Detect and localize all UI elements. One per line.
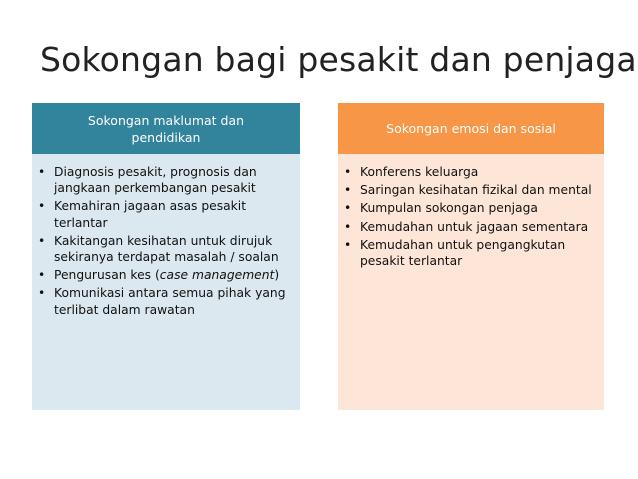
bullet-icon: • [344,237,352,252]
list-item-text: Komunikasi antara semua pihak yang terlibat dalam rawatan [54,286,286,317]
panel-header-emotional: Sokongan emosi dan sosial [338,103,604,154]
list-item-text: Saringan kesihatan fizikal dan mental [360,183,592,198]
list-item-text-before: Pengurusan kes ( [54,268,160,283]
bullet-icon: • [38,233,46,248]
bullet-icon: • [38,286,46,301]
bullet-icon: • [38,199,46,214]
bullet-icon: • [38,165,46,179]
list-item [344,164,596,180]
bullet-icon: • [344,201,352,216]
list-item [38,198,292,230]
list-item [38,164,292,196]
bullet-list-information [38,164,292,318]
bullet-icon: • [38,268,46,283]
list-item [344,237,596,269]
list-item [344,182,596,198]
list-item [38,285,292,317]
panel-information-education [32,103,300,410]
panel-emotional-social [338,103,604,410]
list-item-text: Kemahiran jagaan asas pesakit terlantar [54,199,247,230]
panel-body-emotional [338,154,604,410]
bullet-list-emotional [344,164,596,269]
list-item-text: Diagnosis pesakit, prognosis dan jangkaan perkembangan pesakit [54,165,257,196]
list-item-text: Kemudahan untuk pengangkutan pesakit terlantar [360,237,566,269]
panel-body-information [32,154,300,410]
list-item-text: Kakitangan kesihatan untuk dirujuk sekiranya terdapat masalah / soalan [54,233,279,265]
list-item [344,219,596,235]
bullet-icon: • [344,165,352,179]
list-item-text-italic: case management [159,268,275,283]
slide-title: Sokongan bagi pesakit dan penjaga [40,40,637,79]
bullet-icon: • [344,219,352,234]
list-item [344,200,596,216]
list-item-text-after: ) [274,268,280,283]
list-item-text: Kemudahan untuk jagaan sementara [360,219,589,234]
list-item-text: Kumpulan sokongan penjaga [360,201,538,216]
list-item [38,233,292,265]
bullet-icon: • [344,183,352,198]
list-item-text: Konferens keluarga [360,165,479,179]
panel-header-information: Sokongan maklumat dan pendidikan [32,103,300,154]
list-item [38,267,292,283]
